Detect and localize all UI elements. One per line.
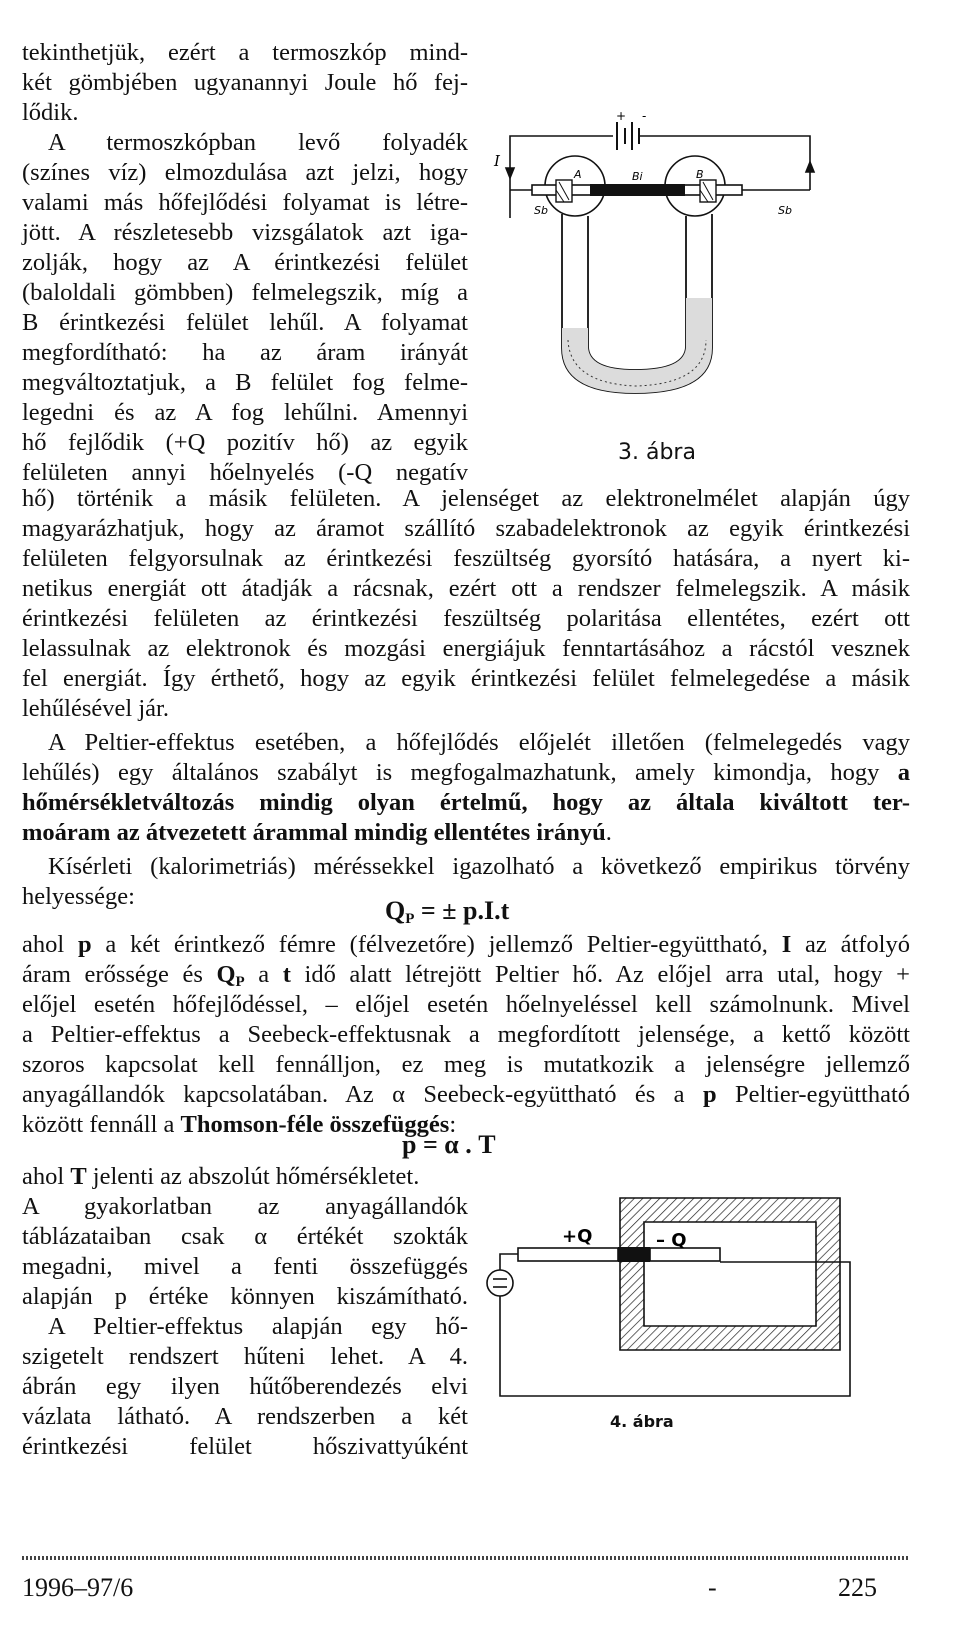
battery-plus-label: + [616, 109, 627, 123]
text-line: legedni és az A fog lehűlni. Amennyi [22, 399, 468, 426]
page-number: 225 [838, 1573, 877, 1602]
text-line: fel energiát. Így érthető, hogy az egyik érintkezési felület felmelegedése a másik [22, 665, 910, 692]
text-line: B érintkezési felület lehűl. A folyamat [22, 309, 468, 336]
issue-number: 1996–97/6 [22, 1573, 134, 1602]
plus-q-label: +Q [562, 1226, 593, 1247]
text-line: lehűlésével jár. [22, 695, 169, 722]
text-line: lődik. [22, 99, 79, 126]
text-line: megváltoztatjuk, a B felület fog felme- [22, 369, 468, 396]
text-line: felületen annyi hőelnyelés (-Q negatív [22, 459, 468, 486]
text-line: A Peltier-effektus alapján egy hő- [48, 1313, 468, 1340]
text-line: előjel esetén hőfejlődéssel, – előjel esetén hőelnyeléssel kell számolnunk. Mivel [22, 991, 910, 1018]
text-line: ábrán egy ilyen hűtőberendezés elvi [22, 1373, 468, 1400]
text-line: megfordítható: ha az áram irányát [22, 339, 468, 366]
text-line: magyarázhatjuk, hogy az áramot szállító szabadelektronok az egyik érintkezési [22, 515, 910, 542]
antimony-left-label: Sb [534, 204, 548, 217]
text-line: megadni, mivel a fenti összefüggés [22, 1253, 468, 1280]
text-line: táblázataiban csak α értékét szokták [22, 1223, 468, 1250]
rule-statement-line: hőmérsékletváltozás mindig olyan értelmű, hogy az általa kiváltott ter- [22, 789, 910, 816]
text-line: között fennáll a Thomson-féle összefüggés: [22, 1111, 457, 1138]
antimony-right-label: Sb [778, 204, 792, 217]
peltier-heat-formula: $Q_P$ = ± p.I.t [385, 896, 510, 927]
text-line: A gyakorlatban az anyagállandók [22, 1193, 468, 1220]
text-line: ahol T jelenti az abszolút hőmérsékletet. [22, 1163, 420, 1190]
rule-statement-line: moáram az átvezetett árammal mindig ellentétes irányú. [22, 819, 612, 846]
text-line: Kísérleti (kalorimetriás) méréssekkel igazolható a következő empirikus törvény [48, 853, 910, 880]
bismuth-label: Bi [632, 170, 643, 183]
text-line: felületen felgyorsulnak az érintkezési feszültség gyorsító hatására, a nyert ki- [22, 545, 910, 572]
footer-rule [22, 1556, 910, 1560]
text-line: hő fejlődik (+Q pozitív hő) az egyik [22, 429, 468, 456]
minus-q-label: – Q [656, 1230, 687, 1251]
text-line: hő) történik a másik felületen. A jelenséget az elektronelmélet alapján úgy [22, 485, 910, 512]
battery-minus-label: - [642, 109, 647, 123]
footer-dot: - [708, 1573, 717, 1602]
text-line: alapján p értéke könnyen kiszámítható. [22, 1283, 468, 1310]
text-line: jött. A részletesebb vizsgálatok azt iga- [22, 219, 468, 246]
text-line: zolják, hogy az A érintkezési felület [22, 249, 468, 276]
text-line: (baloldali gömbben) felmelegszik, míg a [22, 279, 468, 306]
figure-3-thermoscope-diagram [470, 108, 830, 408]
figure-4-cooler-diagram [470, 1184, 880, 1414]
text-line: áram erőssége és $Q_P$ a t idő alatt létrejött Peltier hő. Az előjel arra utal, hogy + [22, 961, 910, 990]
text-line: szigetelt rendszert hűteni lehet. A 4. [22, 1343, 468, 1370]
text-line: a Peltier-effektus a Seebeck-effektusnak a megfordított jelensége, a kettő között [22, 1021, 910, 1048]
text-line: két gömbjében ugyanannyi Joule hő fej- [22, 69, 468, 96]
text-line: A Peltier-effektus esetében, a hőfejlődés előjelét illetően (felmelegedés vagy [48, 729, 910, 756]
text-line: vázlata látható. A rendszerben a két [22, 1403, 468, 1430]
text-line: netikus energiát ott átadják a rácsnak, ezért ott a rendszer felmelegszik. A másik [22, 575, 910, 602]
text-line: szoros kapcsolat kell fennálljon, ez meg is mutatkozik a jelenségre jellemző [22, 1051, 910, 1078]
text-line: valami más hőfejlődési folyamat is létre- [22, 189, 468, 216]
text-line: tekinthetjük, ezért a termoszkóp mind- [22, 39, 468, 66]
text-line: helyessége: [22, 883, 135, 910]
text-line: A termoszkópban levő folyadék [48, 129, 468, 156]
text-line: ahol p a két érintkező fémre (félvezetőre) jellemző Peltier-együttható, I az átfolyó [22, 931, 910, 958]
thomson-formula: p = α . T [402, 1130, 496, 1159]
text-line: anyagállandók kapcsolatában. Az α Seebeck-együttható és a p Peltier-együttható [22, 1081, 910, 1108]
junction-a-label: A [574, 168, 582, 181]
figure-3-caption: 3. ábra [618, 440, 696, 465]
text-line: lelassulnak az elektronok és mozgási energiájuk fenntartásához a rácstól vesznek [22, 635, 910, 662]
text-line: érintkezési felület hőszivattyúként [22, 1433, 468, 1460]
text-line: (színes víz) elmozdulása azt jelzi, hogy [22, 159, 468, 186]
junction-b-label: B [696, 168, 704, 181]
figure-4-caption: 4. ábra [610, 1412, 674, 1431]
text-line: érintkezési felületen az érintkezési feszültség polaritása ellentétes, ezért ott [22, 605, 910, 632]
text-line: lehűlés) egy általános szabályt is megfogalmazhatunk, amely kimondja, hogy a [22, 759, 910, 786]
current-label: I [494, 152, 500, 170]
